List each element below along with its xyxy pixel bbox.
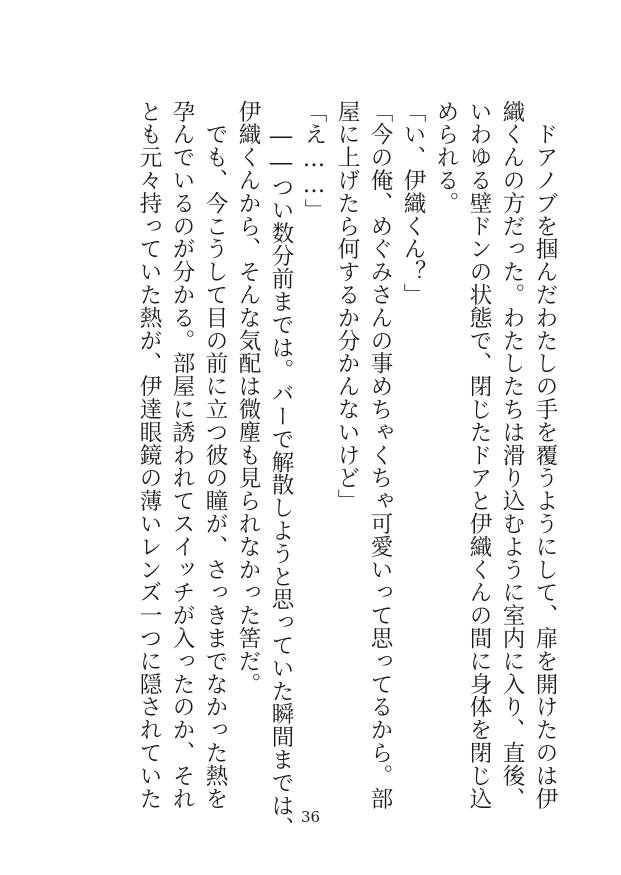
text-line: ――つい数分前までは。バーで解散しようと思っていた瞬間までは、 xyxy=(268,100,294,840)
text-line: められる。 xyxy=(433,100,459,215)
page-number: 36 xyxy=(300,808,321,826)
text-line: 「え……」 xyxy=(301,100,327,222)
text-line: 「今の俺、めぐみさんの事めちゃくちゃ可愛いって思ってるから。部 xyxy=(367,100,393,810)
text-line: 伊織くんから、そんな気配は微塵も見られなかった筈だ。 xyxy=(235,100,261,696)
text-line: ドアノブを掴んだわたしの手を覆うようにして、扉を開けたのは伊 xyxy=(532,100,558,810)
text-line: 「い、伊織くん？」 xyxy=(400,100,426,307)
text-line: とも元々持っていた熱が、伊達眼鏡の薄いレンズ一つに隠されていた xyxy=(136,100,162,810)
text-line: 屋に上げたら何するか分かんないけど」 xyxy=(334,100,360,513)
text-line: いわゆる壁ドンの状態で、閉じたドアと伊織くんの間に身体を閉じ込 xyxy=(466,100,492,810)
text-line: 孕んでいるのが分かる。部屋に誘われてスイッチが入ったのか、それ xyxy=(169,100,195,810)
text-line: 織くんの方だった。わたしたちは滑り込むように室内に入り、直後、 xyxy=(499,100,525,810)
text-line: でも、今こうして目の前に立つ彼の瞳が、さっきまでなかった熱を xyxy=(202,100,228,810)
